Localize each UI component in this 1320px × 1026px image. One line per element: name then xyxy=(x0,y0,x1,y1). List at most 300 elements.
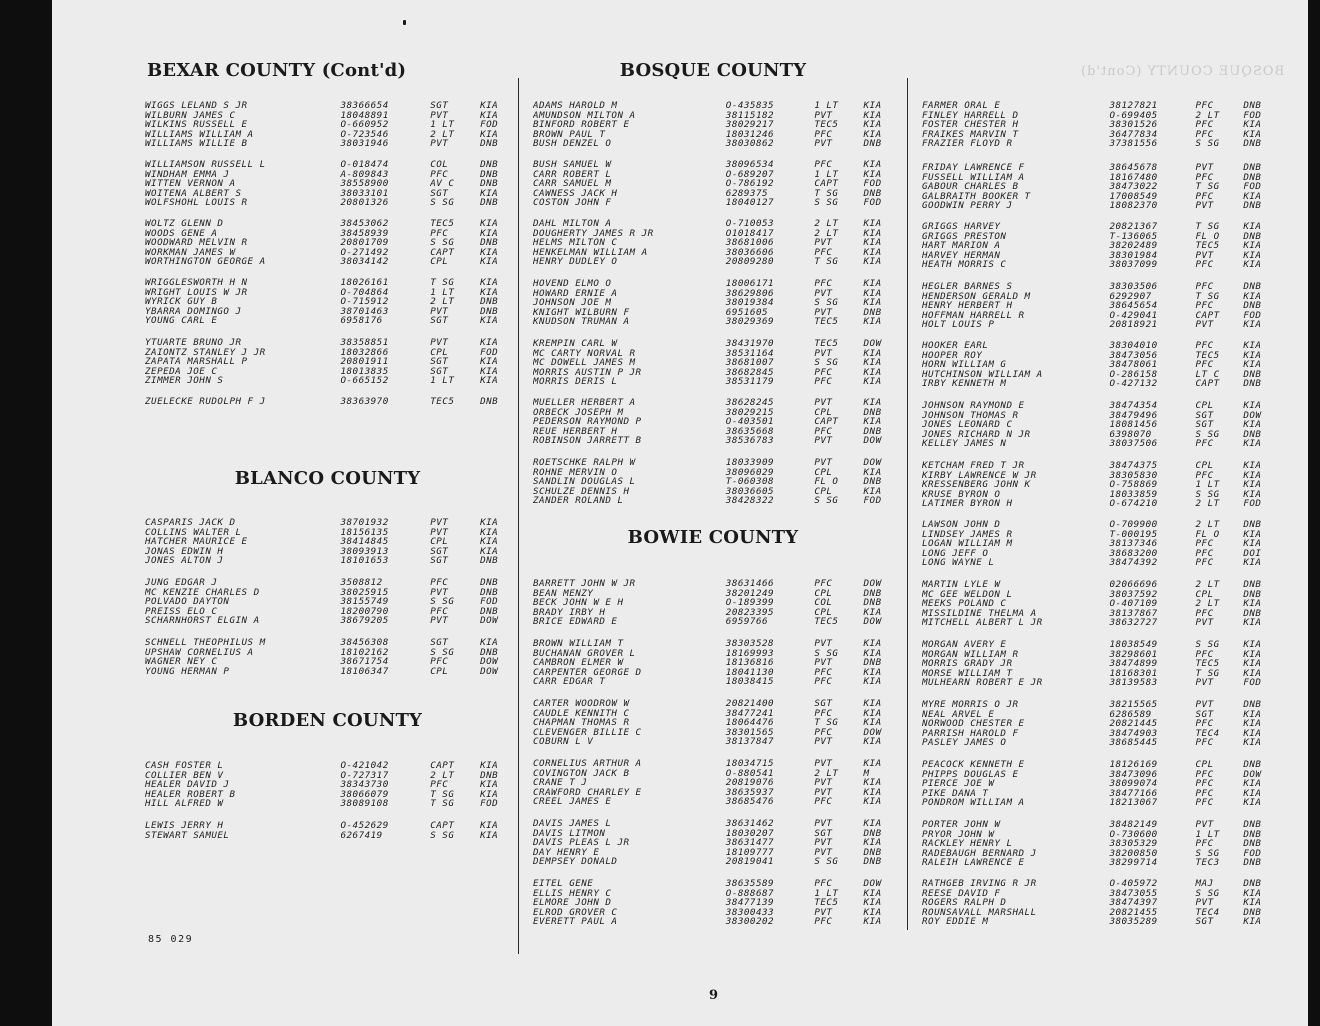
soldier-name: HUTCHINSON WILLIAM A xyxy=(922,369,1043,380)
status-code: DNB xyxy=(1243,138,1262,150)
casualty-row xyxy=(533,487,893,497)
status-code: DNB xyxy=(1243,906,1262,918)
casualty-row xyxy=(922,599,1272,609)
serial-number: 38305830 xyxy=(1109,469,1158,481)
status-code: KIA xyxy=(863,168,882,180)
soldier-name: COLLINS WALTER L xyxy=(145,527,242,538)
serial-number: 38115182 xyxy=(725,109,775,121)
serial-number: O-709900 xyxy=(1109,519,1158,530)
soldier-name: CAUDLE KENNITH C xyxy=(533,708,630,719)
soldier-name: WILLIAMS WILLIE B xyxy=(145,139,248,149)
rank: 2 LT xyxy=(1195,579,1220,590)
soldier-name: DAHL MILTON A xyxy=(533,219,612,229)
serial-number: 38474375 xyxy=(1109,460,1158,471)
serial-number: 38473096 xyxy=(1109,768,1158,780)
casualty-row xyxy=(533,427,893,437)
soldier-name: CARTER WOODROW W xyxy=(533,699,630,709)
status-code: KIA xyxy=(1243,119,1262,131)
status-code: KIA xyxy=(863,357,882,369)
status-code: DOW xyxy=(863,338,882,349)
casualty-row xyxy=(145,130,510,140)
casualty-group xyxy=(922,879,1272,927)
rank: 1 LT xyxy=(814,168,839,180)
status-code: KIA xyxy=(480,256,499,268)
casualty-row xyxy=(922,830,1272,840)
serial-number: 18032866 xyxy=(340,346,389,358)
serial-number: 38300433 xyxy=(725,906,775,918)
serial-number: O-435835 xyxy=(725,100,775,111)
rank: S SG xyxy=(814,357,839,369)
status-code: KIA xyxy=(863,606,882,618)
serial-number: 6959766 xyxy=(725,616,769,628)
rank: PFC xyxy=(1195,100,1214,111)
rank: PFC xyxy=(1195,538,1214,550)
rank: PFC xyxy=(814,425,833,437)
status-code: KIA xyxy=(1243,787,1262,799)
casualty-group xyxy=(922,101,1272,149)
serial-number: 38536783 xyxy=(725,435,775,447)
casualty-row xyxy=(533,198,893,208)
casualty-row xyxy=(533,317,893,327)
rank: PVT xyxy=(814,397,833,408)
status-code: KIA xyxy=(863,786,882,798)
status-code: DNB xyxy=(1243,759,1262,770)
status-code: DNB xyxy=(1243,428,1262,440)
rank: CPL xyxy=(814,466,833,478)
rank: FL O xyxy=(1195,230,1220,242)
soldier-name: YOUNG CARL E xyxy=(145,316,218,326)
status-code: DNB xyxy=(863,827,882,839)
soldier-name: GRIGGS PRESTON xyxy=(922,231,1007,242)
status-code: DNB xyxy=(1243,230,1262,242)
status-code: DNB xyxy=(480,555,499,567)
soldier-name: MORSE WILLIAM T xyxy=(922,668,1013,679)
casualty-row xyxy=(145,790,510,800)
serial-number: 38531179 xyxy=(725,376,775,388)
soldier-name: CRAWFORD CHARLEY E xyxy=(533,787,642,798)
status-code: FOD xyxy=(1243,498,1262,510)
status-code: DNB xyxy=(1243,519,1262,530)
soldier-name: HENDERSON GERALD M xyxy=(922,291,1031,302)
serial-number: O-286158 xyxy=(1109,368,1158,380)
casualty-group xyxy=(533,398,893,446)
serial-number: 20819041 xyxy=(725,856,775,868)
soldier-name: CASH FOSTER L xyxy=(145,761,224,771)
casualty-row xyxy=(533,759,893,769)
casualty-group xyxy=(145,338,510,386)
casualty-row xyxy=(145,316,510,326)
casualty-row xyxy=(922,609,1272,619)
status-code: KIA xyxy=(1243,340,1262,351)
status-code: KIA xyxy=(1243,708,1262,720)
casualty-row xyxy=(145,518,510,528)
soldier-name: CARR SAMUEL M xyxy=(533,179,612,189)
rank: PFC xyxy=(814,666,833,678)
serial-number: 38034142 xyxy=(340,256,389,268)
soldier-name: STEWART SAMUEL xyxy=(145,830,230,841)
casualty-row xyxy=(922,770,1272,780)
casualty-row xyxy=(533,349,893,359)
soldier-name: DAVIS PLEAS L JR xyxy=(533,838,630,848)
casualty-row xyxy=(533,857,893,867)
soldier-name: HELMS MILTON C xyxy=(533,238,618,248)
soldier-name: MORRIS AUSTIN P JR xyxy=(533,367,642,378)
soldier-name: PARRISH HAROLD F xyxy=(922,728,1019,739)
rank: PVT xyxy=(1195,677,1214,689)
rank: PVT xyxy=(814,906,833,918)
casualty-row xyxy=(145,288,510,298)
serial-number: O-880541 xyxy=(725,767,775,779)
serial-number: 18048891 xyxy=(340,109,389,121)
casualty-row xyxy=(922,260,1272,270)
serial-number: 38685445 xyxy=(1109,737,1158,749)
soldier-name: FINLEY HARRELL D xyxy=(922,110,1019,121)
serial-number: 38414845 xyxy=(340,536,389,548)
soldier-name: MITCHELL ALBERT L JR xyxy=(922,618,1043,628)
soldier-name: FARMER ORAL E xyxy=(922,101,1001,111)
casualty-row xyxy=(533,658,893,668)
serial-number: 18006171 xyxy=(725,278,775,289)
rank: CPL xyxy=(814,606,833,618)
status-code: KIA xyxy=(1243,639,1262,650)
serial-number: 18038549 xyxy=(1109,639,1158,650)
casualty-row xyxy=(533,279,893,289)
soldier-name: PEDERSON RAYMOND P xyxy=(533,417,642,427)
casualty-row xyxy=(145,101,510,111)
status-code: FOD xyxy=(1243,847,1262,859)
status-code: DNB xyxy=(480,178,499,190)
status-code: KIA xyxy=(1243,897,1262,909)
serial-number: O-665152 xyxy=(340,375,389,387)
serial-number: 38631462 xyxy=(725,818,775,829)
soldier-name: PRYOR JOHN W xyxy=(922,829,995,840)
soldier-name: COSTON JOHN F xyxy=(533,198,612,208)
soldier-name: RADEBAUGH BERNARD J xyxy=(922,848,1037,859)
rank: PVT xyxy=(430,109,449,121)
serial-number: 38558900 xyxy=(340,178,389,190)
rank: PFC xyxy=(1195,438,1214,450)
rank: S SG xyxy=(1195,428,1220,440)
casualty-group xyxy=(145,821,510,840)
rank: PVT xyxy=(1195,617,1214,629)
serial-number: 38301526 xyxy=(1109,119,1158,131)
rank: PVT xyxy=(1195,162,1214,173)
status-code: KIA xyxy=(480,788,499,800)
status-code: FOD xyxy=(480,798,499,810)
status-code: KIA xyxy=(863,287,882,299)
serial-number: O-758869 xyxy=(1109,479,1158,491)
status-code: DNB xyxy=(863,657,882,669)
serial-number: 38215565 xyxy=(1109,699,1158,710)
rank: TEC5 xyxy=(1195,240,1220,252)
casualty-row xyxy=(145,357,510,367)
soldier-name: NEAL ARVEL E xyxy=(922,709,995,720)
status-code: KIA xyxy=(480,337,499,348)
serial-number: 20801709 xyxy=(340,237,389,249)
casualty-row xyxy=(533,219,893,229)
serial-number: 38303528 xyxy=(725,638,775,649)
status-code: KIA xyxy=(480,760,499,771)
soldier-name: LINDSEY JAMES R xyxy=(922,529,1013,540)
casualty-row xyxy=(533,289,893,299)
soldier-name: FRIDAY LAWRENCE F xyxy=(922,163,1025,173)
casualty-row xyxy=(533,189,893,199)
casualty-row xyxy=(145,160,510,170)
casualty-row xyxy=(145,761,510,771)
serial-number: O-403501 xyxy=(725,416,775,428)
casualty-row xyxy=(922,401,1272,411)
casualty-group xyxy=(922,341,1272,389)
soldier-name: GALBRAITH BOOKER T xyxy=(922,191,1031,202)
status-code: DNB xyxy=(1243,699,1262,710)
rank: 1 LT xyxy=(1195,479,1220,491)
serial-number: 18082370 xyxy=(1109,200,1158,212)
soldier-name: WORKMAN JAMES W xyxy=(145,247,236,258)
status-code: DOW xyxy=(863,457,882,468)
casualty-row xyxy=(533,718,893,728)
status-code: KIA xyxy=(1243,479,1262,491)
serial-number: 38453062 xyxy=(340,218,389,229)
casualty-row xyxy=(145,189,510,199)
soldier-name: HOOPER ROY xyxy=(922,350,983,361)
bleed-through-text: BOSQUE COUNTY (Cont'd) xyxy=(1080,64,1285,79)
soldier-name: MORRIS GRADY JR xyxy=(922,659,1013,669)
soldier-name: PHIPPS DOUGLAS E xyxy=(922,769,1019,780)
soldier-name: WOODS GENE A xyxy=(145,228,218,239)
serial-number: O-660952 xyxy=(340,119,389,131)
casualty-row xyxy=(922,618,1272,628)
soldier-name: MORRIS DERIS L xyxy=(533,377,618,387)
serial-number: 38681007 xyxy=(725,357,775,369)
soldier-name: HOFFMAN HARRELL R xyxy=(922,310,1025,321)
casualty-group xyxy=(533,699,893,747)
rank: PFC xyxy=(1195,259,1214,271)
serial-number: 38431970 xyxy=(725,338,775,349)
serial-number: O-452629 xyxy=(340,820,389,831)
serial-number: 38456308 xyxy=(340,637,389,648)
soldier-name: SCHNELL THEOPHILUS M xyxy=(145,638,266,648)
serial-number: 38645678 xyxy=(1109,162,1158,173)
soldier-name: ROY EDDIE M xyxy=(922,917,989,927)
rank: PVT xyxy=(814,786,833,798)
casualty-row xyxy=(922,351,1272,361)
status-code: KIA xyxy=(1243,128,1262,140)
rank: T SG xyxy=(430,788,455,800)
rank: PVT xyxy=(1195,819,1214,830)
rank: PFC xyxy=(430,656,449,668)
soldier-name: SCHULZE DENNIS H xyxy=(533,486,630,497)
rank: 1 LT xyxy=(430,119,455,131)
serial-number: 18106347 xyxy=(340,665,389,677)
status-code: DNB xyxy=(1243,878,1262,889)
status-code: DOI xyxy=(1243,547,1262,559)
rank: CPL xyxy=(1195,400,1214,411)
soldier-name: KRUSE BYRON O xyxy=(922,489,1001,500)
casualty-group xyxy=(922,461,1272,509)
serial-number: 6289375 xyxy=(725,187,769,199)
rank: SGT xyxy=(430,637,449,648)
status-code: DNB xyxy=(1243,579,1262,590)
serial-number: 6951605 xyxy=(725,306,769,318)
serial-number: 18102162 xyxy=(340,646,389,658)
status-code: DNB xyxy=(863,587,882,599)
rank: PVT xyxy=(814,306,833,318)
casualty-row xyxy=(533,368,893,378)
soldier-name: PIERCE JOE W xyxy=(922,779,995,789)
soldier-name: BUCHANAN GROVER L xyxy=(533,648,636,659)
rank: PVT xyxy=(814,237,833,249)
soldier-name: AMUNDSON MILTON A xyxy=(533,110,636,121)
serial-number: 18033909 xyxy=(725,457,775,468)
status-code: KIA xyxy=(1243,190,1262,202)
soldier-name: COBURN L V xyxy=(533,737,594,747)
serial-number: 38474899 xyxy=(1109,658,1158,670)
rank: TEC3 xyxy=(1195,857,1220,869)
serial-number: 38299714 xyxy=(1109,857,1158,869)
casualty-row xyxy=(533,829,893,839)
soldier-name: MC DOWELL JAMES M xyxy=(533,358,636,368)
status-code: KIA xyxy=(863,837,882,849)
status-code: DNB xyxy=(1243,607,1262,619)
serial-number: 02066696 xyxy=(1109,579,1158,590)
status-code: KIA xyxy=(1243,648,1262,660)
status-code: KIA xyxy=(863,887,882,899)
rank: S SG xyxy=(1195,138,1220,150)
serial-number: O-429041 xyxy=(1109,309,1158,321)
status-code: DNB xyxy=(480,237,499,249)
status-code: FOD xyxy=(863,197,882,209)
casualty-row xyxy=(533,408,893,418)
casualty-row xyxy=(533,677,893,687)
rank: 2 LT xyxy=(814,227,839,239)
casualty-row xyxy=(145,111,510,121)
casualty-row xyxy=(533,339,893,349)
casualty-row xyxy=(922,738,1272,748)
status-code: KIA xyxy=(1243,469,1262,481)
soldier-name: JONAS EDWIN H xyxy=(145,546,224,557)
casualty-row xyxy=(145,597,510,607)
status-code: DNB xyxy=(1243,588,1262,600)
serial-number: 6267419 xyxy=(340,829,383,841)
status-code: KIA xyxy=(863,638,882,649)
county-heading: BORDEN COUNTY xyxy=(232,710,423,731)
casualty-group xyxy=(533,339,893,387)
casualty-group xyxy=(922,700,1272,748)
status-code: DOW xyxy=(863,726,882,738)
soldier-name: NORWOOD CHESTER E xyxy=(922,719,1025,729)
casualty-group xyxy=(533,101,893,149)
casualty-row xyxy=(145,307,510,317)
rank: PFC xyxy=(1195,359,1214,371)
soldier-name: CARR ROBERT L xyxy=(533,169,612,180)
rank: PVT xyxy=(814,638,833,649)
status-code: DNB xyxy=(480,577,499,588)
status-code: KIA xyxy=(1243,778,1262,790)
serial-number: 18126169 xyxy=(1109,759,1158,770)
serial-number: 38036605 xyxy=(725,485,775,497)
casualty-row xyxy=(145,120,510,130)
rank: PVT xyxy=(814,777,833,789)
status-code: KIA xyxy=(1243,528,1262,540)
serial-number: O-018474 xyxy=(340,159,389,170)
status-code: DNB xyxy=(480,605,499,617)
casualty-group xyxy=(533,879,893,927)
rank: PVT xyxy=(814,109,833,121)
soldier-name: ROUNSAVALL MARSHALL xyxy=(922,907,1037,918)
status-code: KIA xyxy=(480,536,499,548)
column-3 xyxy=(922,0,1272,1026)
soldier-name: ROBINSON JARRETT B xyxy=(533,436,642,446)
serial-number: 18013835 xyxy=(340,365,389,377)
status-code: DNB xyxy=(480,646,499,658)
serial-number: O-674210 xyxy=(1109,498,1158,510)
status-code: KIA xyxy=(1243,797,1262,809)
status-code: DNB xyxy=(480,586,499,598)
casualty-row xyxy=(533,398,893,408)
rank: PFC xyxy=(814,246,833,258)
serial-number: 38137867 xyxy=(1109,607,1158,619)
rank: PFC xyxy=(430,168,449,180)
rank: CAPT xyxy=(430,820,455,831)
casualty-row xyxy=(922,292,1272,302)
status-code: KIA xyxy=(1243,488,1262,500)
casualty-row xyxy=(533,377,893,387)
soldier-name: CARPENTER GEORGE D xyxy=(533,667,642,678)
serial-number: O-715912 xyxy=(340,296,389,308)
soldier-name: REESE DAVID F xyxy=(922,888,1001,899)
rank: CPL xyxy=(814,587,833,599)
rank: PFC xyxy=(1195,119,1214,131)
casualty-group xyxy=(533,458,893,506)
status-code: KIA xyxy=(1243,249,1262,261)
status-code: KIA xyxy=(863,666,882,678)
serial-number: 38363970 xyxy=(340,396,389,407)
casualty-row xyxy=(533,728,893,738)
serial-number: 38474903 xyxy=(1109,727,1158,739)
casualty-row xyxy=(145,547,510,557)
casualty-row xyxy=(145,238,510,248)
status-code: KIA xyxy=(480,277,499,288)
serial-number: 20821367 xyxy=(1109,221,1158,232)
status-code: KIA xyxy=(863,297,882,309)
serial-number: 18101653 xyxy=(340,555,389,567)
casualty-row xyxy=(533,838,893,848)
rank: PFC xyxy=(430,605,449,617)
status-code: KIA xyxy=(480,356,499,368)
soldier-name: ROGERS RALPH D xyxy=(922,898,1007,908)
casualty-row xyxy=(145,831,510,841)
rank: PFC xyxy=(1195,787,1214,799)
status-code: DNB xyxy=(1243,300,1262,312)
rank: PFC xyxy=(1195,718,1214,730)
column-rule-1 xyxy=(518,78,519,954)
soldier-name: YTUARTE BRUNO JR xyxy=(145,338,242,348)
serial-number: 36477834 xyxy=(1109,128,1158,140)
serial-number: O-271492 xyxy=(340,246,389,258)
rank: T SG xyxy=(1195,667,1220,679)
soldier-name: YBARRA DOMINGO J xyxy=(145,306,242,317)
rank: PVT xyxy=(430,337,449,348)
status-code: KIA xyxy=(1243,359,1262,371)
rank: SGT xyxy=(1195,708,1214,720)
status-code: DNB xyxy=(1243,819,1262,830)
serial-number: 38645654 xyxy=(1109,300,1158,312)
status-code: DOW xyxy=(863,435,882,447)
rank: PFC xyxy=(1195,557,1214,569)
serial-number: T-000195 xyxy=(1109,528,1158,540)
soldier-name: HOOKER EARL xyxy=(922,341,989,351)
status-code: KIA xyxy=(863,796,882,808)
